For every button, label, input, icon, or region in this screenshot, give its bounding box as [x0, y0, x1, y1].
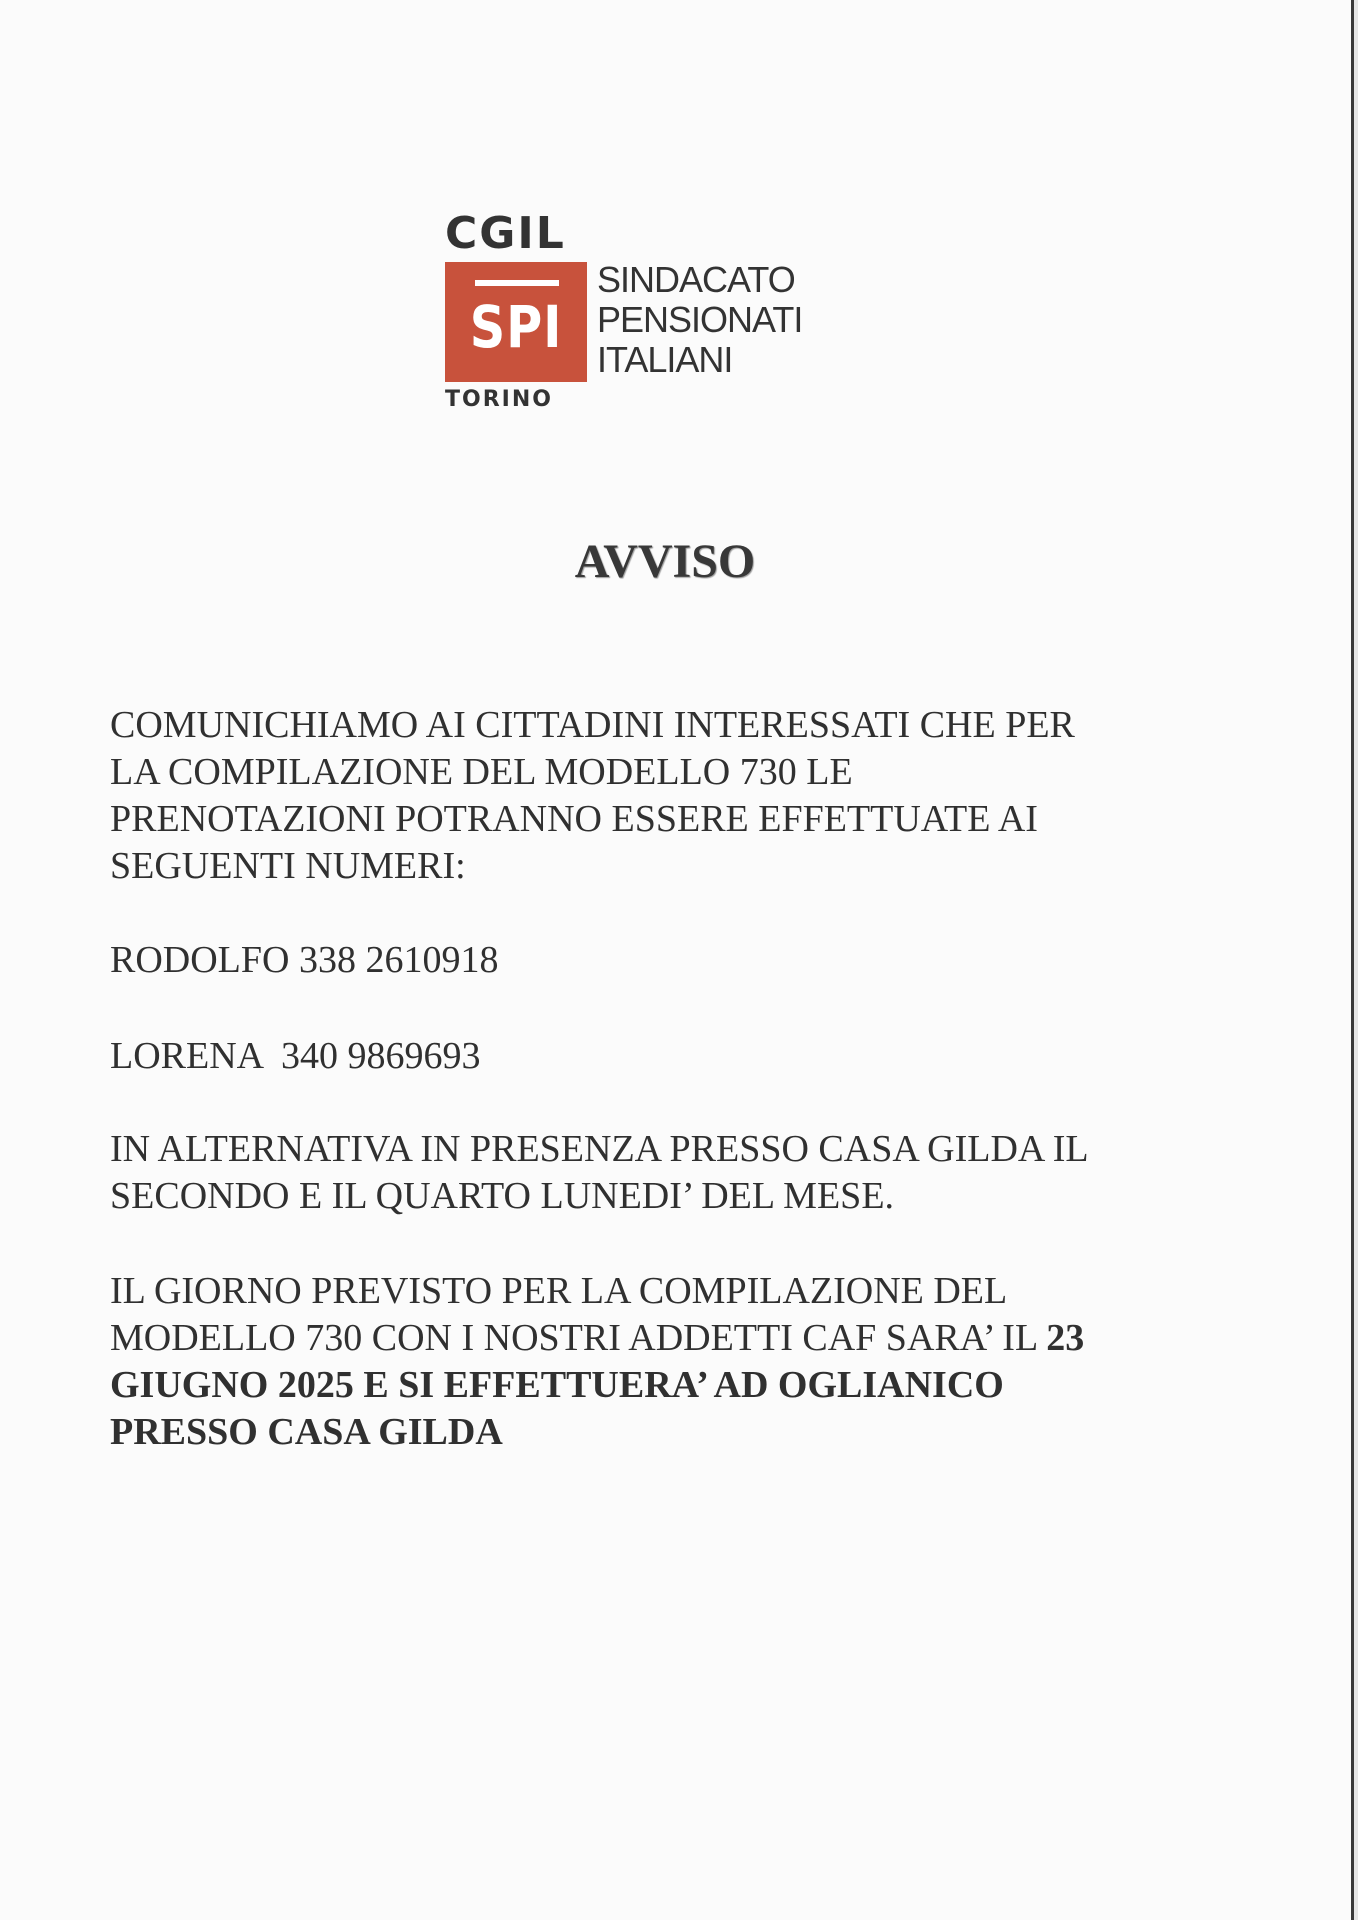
- spi-cgil-logo: [445, 208, 865, 417]
- logo-org-line: ITALIANI: [597, 339, 733, 380]
- appointment-date-day: 23: [1046, 1317, 1085, 1359]
- appointment-line: [110, 1315, 1210, 1362]
- appointment-location-line: PRESSO CASA GILDA: [110, 1411, 503, 1453]
- alternative-paragraph: [110, 1126, 1210, 1220]
- logo-box-bar: [475, 280, 559, 286]
- intro-paragraph: [110, 702, 1210, 890]
- page-edge-shadow: [1354, 0, 1358, 1920]
- logo-spi-text: SPI: [469, 293, 563, 361]
- contact-rodolfo: [110, 937, 1210, 984]
- appointment-date-line: GIUGNO 2025 E SI EFFETTUERA’ AD OGLIANICO: [110, 1364, 1004, 1406]
- intro-line: PRENOTAZIONI POTRANNO ESSERE EFFETTUATE AI: [110, 798, 1038, 840]
- appointment-text: MODELLO 730 CON I NOSTRI ADDETTI CAF SARA’ IL: [110, 1317, 1047, 1359]
- logo-cgil-text: CGIL: [445, 208, 566, 259]
- contact-line: LORENA 340 9869693: [110, 1035, 481, 1077]
- appointment-line: IL GIORNO PREVISTO PER LA COMPILAZIONE DEL: [110, 1270, 1008, 1312]
- notice-title: AVVISO: [574, 535, 756, 588]
- contact-line: RODOLFO 338 2610918: [110, 939, 499, 981]
- logo-red-box: [445, 262, 587, 382]
- logo-torino-text: TORINO: [445, 387, 553, 412]
- alternative-line: IN ALTERNATIVA IN PRESENZA PRESSO CASA GILDA IL: [110, 1128, 1089, 1170]
- logo-organization-name: [597, 260, 802, 380]
- logo-org-line: SINDACATO: [597, 259, 795, 300]
- appointment-paragraph: [110, 1268, 1210, 1456]
- intro-line: LA COMPILAZIONE DEL MODELLO 730 LE: [110, 751, 853, 793]
- alternative-line: SECONDO E IL QUARTO LUNEDI’ DEL MESE.: [110, 1175, 895, 1217]
- logo-org-line: PENSIONATI: [597, 299, 803, 340]
- intro-line: COMUNICHIAMO AI CITTADINI INTERESSATI CHE PER: [110, 704, 1075, 746]
- contact-lorena: [110, 1033, 1210, 1080]
- intro-line: SEGUENTI NUMERI:: [110, 845, 466, 887]
